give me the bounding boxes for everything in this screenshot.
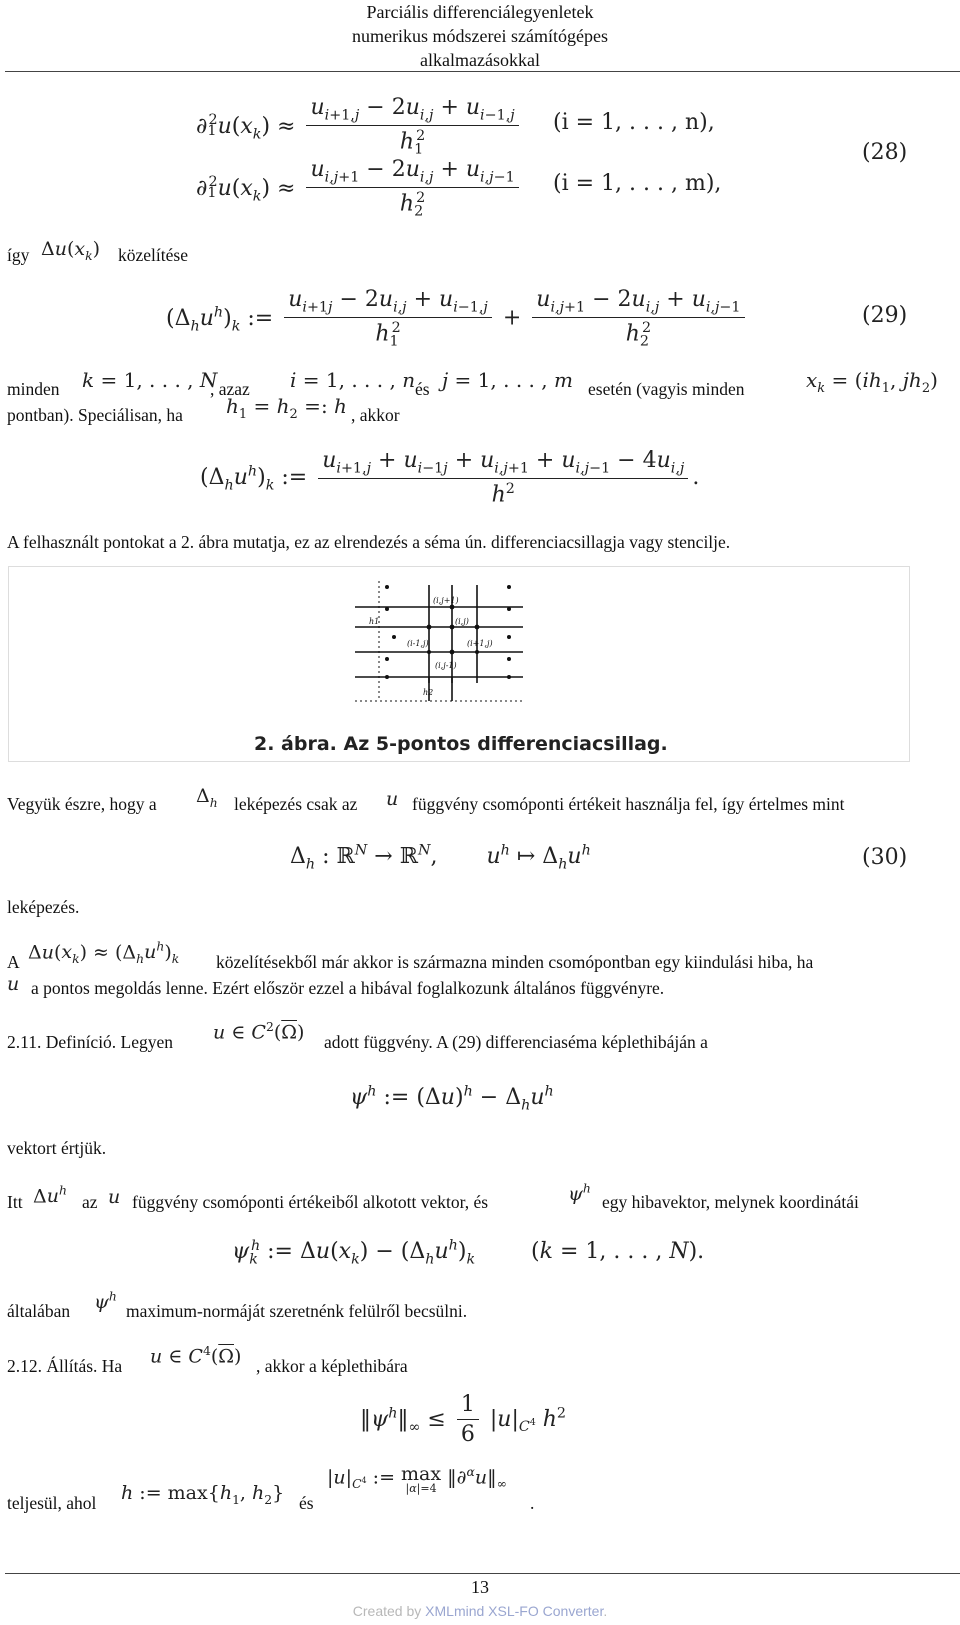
running-header [0, 0, 960, 72]
text-fuggveny-csomoponti: függvény csomóponti értékeit használja fel, így értelmes mint [412, 794, 845, 814]
header-line-3: alkalmazásokkal [420, 50, 540, 70]
text-allitas-2-12: 2.12. Állítás. Ha [7, 1356, 123, 1376]
node-label-left: (i-1,j) [407, 639, 429, 648]
equation-28-condition-1: (i = 1, . . . , n), [553, 110, 715, 135]
text-period: . [530, 1493, 535, 1513]
math-approx: $\Delta u(x_k) \approx (\Delta_hu^h)_k$ [28, 940, 180, 967]
math-xk-point: $x_k = (ih_1$, $jh_2$) [806, 368, 938, 396]
equation-error-bound: $‖\psi^h‖_\infty$ ≤ $\frac{1}{6}$ $|u|_{C^4}$ $h^2$ [360, 1392, 566, 1447]
text-itt: Itt [7, 1192, 23, 1212]
text-altalaban: általában [7, 1301, 71, 1321]
text-lekepezes: leképezés. [7, 897, 80, 917]
equation-psi-h: $\psi^h$ := $(\Delta u)^h - \Delta_hu^h$ [350, 1084, 554, 1114]
footer-rule [5, 1573, 960, 1574]
equation-29: $(\Delta_hu^h)_k$ := $\frac{u_{i+1j} - 2u_{i,j} + u_{i-1,j}}{h_1^2}$ + $\frac{u_{i,j+1} - 2u_{i,j} + u_{i,j-1}}{h_2^2}$ [166, 287, 749, 350]
math-u-in-c4: u ∈ $C^4(\overline{\Omega})$ [150, 1344, 242, 1368]
math-u: u [386, 788, 399, 810]
paragraph-felhasznalt: A felhasznált pontokat a 2. ábra mutatja, ez az elrendezés a séma ún. differenciacsillagja vagy stencilje. [7, 532, 731, 552]
credit-suffix: . [603, 1603, 608, 1619]
text-es-1: és [415, 379, 430, 399]
equation-29-number: (29) [862, 303, 908, 328]
spacing-label-h1: h1 [369, 617, 380, 626]
math-psi-h-2: $\psi^h$ [94, 1290, 117, 1314]
text-lekepezes-csak: leképezés csak az [234, 794, 358, 814]
text-minden: minden [7, 379, 60, 399]
figure-caption: 2. ábra. Az 5-pontos differenciacsillag. [254, 733, 668, 755]
text-igy: így [7, 245, 30, 265]
math-h-max: h := $\max\{h_1$, $h_2$} [121, 1482, 285, 1507]
equation-30: $\Delta_h$ : ℝ$^N$ → ℝ$^N$, $u^h$ ↦ $\Delta_hu^h$ [290, 843, 591, 873]
text-kozelitesekbol: közelítésekből már akkor is származna minden csomópontban egy kiindulási hiba, ha [216, 952, 814, 972]
text-akkor: , akkor [351, 405, 400, 425]
math-k-range: k = 1, . . . , N [82, 368, 218, 392]
math-delta-u-h: $\Delta u^h$ [33, 1184, 67, 1208]
math-j-range: j = 1, . . . , m [442, 368, 573, 392]
text-az: az [82, 1192, 98, 1212]
credit-prefix: Created by [352, 1603, 426, 1619]
page-number: 13 [471, 1577, 489, 1597]
text-a: A [7, 952, 20, 972]
equation-28-condition-2: (i = 1, . . . , m), [553, 171, 722, 196]
header-line-1: Parciális differenciálegyenletek [366, 2, 594, 22]
text-vektort-ertjuk: vektort értjük. [7, 1138, 107, 1158]
credit-link[interactable]: XMLmind XSL-FO Converter [425, 1603, 604, 1619]
text-fuggveny-vektor: függvény csomóponti értékeiből alkotott vektor, és [132, 1192, 489, 1212]
text-vegyuk: Vegyük észre, hogy a [7, 794, 157, 814]
text-kozelitese: közelítése [118, 245, 188, 265]
text-es-2: és [299, 1493, 314, 1513]
equation-28-line-1: $\partial_1^2u(x_k)$ ≈ $\frac{u_{i+1,j} - 2u_{i,j} + u_{i-1,j}}{h_1^2}$ [196, 95, 523, 158]
node-label-bottom: (i,j-1) [435, 661, 457, 670]
header-rule [5, 71, 960, 72]
equation-5-point: $(\Delta_hu^h)_k$ := $\frac{u_{i+1,j} + u_{i-1j} + u_{i,j+1} + u_{i,j-1} - 4u_{i,j}}{h^2}$ . [200, 448, 700, 508]
math-h1-h2-h: $h_1 = h_2$ =: h [226, 394, 347, 422]
math-u-3: u [108, 1186, 121, 1208]
footer-credit [0, 1603, 960, 1619]
node-label-center: (i,j) [455, 617, 469, 626]
figure-stencil [8, 566, 910, 762]
math-i-range: i = 1, . . . , n [290, 368, 416, 392]
node-label-right: (i+1,j) [467, 639, 493, 648]
header-line-2: numerikus módszerei számítógépes [352, 26, 608, 46]
text-pontban: pontban). Speciálisan, ha [7, 405, 183, 425]
equation-28-number: (28) [862, 140, 908, 165]
math-u-in-c2: u ∈ $C^2(\overline{\Omega})$ [213, 1020, 305, 1044]
text-kepletihibara: , akkor a képlethibára [256, 1356, 408, 1376]
spacing-label-h2: h2 [423, 688, 434, 697]
math-delta-h: $\Delta_h$ [196, 785, 218, 810]
equation-psi-k: $\psi_k^h$ := $\Delta u(x_k) - (\Delta_hu^h)_k$ (k = 1, . . . , N). [232, 1238, 705, 1268]
stencil-diagram [9, 567, 909, 761]
text-pontos-megoldas: a pontos megoldás lenne. Ezért először ezzel a hibával foglalkozunk általános függvényre. [31, 978, 665, 998]
equation-30-number: (30) [862, 845, 908, 870]
text-teljesul: teljesül, ahol [7, 1493, 97, 1513]
math-c4-seminorm: $|u|_{C^4}$ := max |α|=4 $‖\partial^\alpha u‖_\infty$ [327, 1463, 507, 1495]
text-definicio-2-11: 2.11. Definíció. Legyen [7, 1032, 174, 1052]
text-eseten: esetén (vagyis minden [588, 379, 745, 399]
text-maximum-norma: maximum-normáját szeretnénk felülről becsülni. [126, 1301, 468, 1321]
math-u-2: u [7, 973, 20, 995]
text-azaz: , azaz [210, 379, 250, 399]
text-hibavektor: egy hibavektor, melynek koordinátái [602, 1192, 859, 1212]
math-psi-h: $\psi^h$ [568, 1182, 591, 1206]
equation-28-line-2: $\partial_1^2u(x_k)$ ≈ $\frac{u_{i,j+1} - 2u_{i,j} + u_{i,j-1}}{h_2^2}$ [196, 157, 523, 220]
math-laplace-u-xk: $\Delta u(x_k)$ [41, 238, 101, 263]
text-adott-fuggveny: adott függvény. A (29) differenciaséma képlethibáján a [324, 1032, 708, 1052]
node-label-top: (i,j+1) [433, 596, 459, 605]
